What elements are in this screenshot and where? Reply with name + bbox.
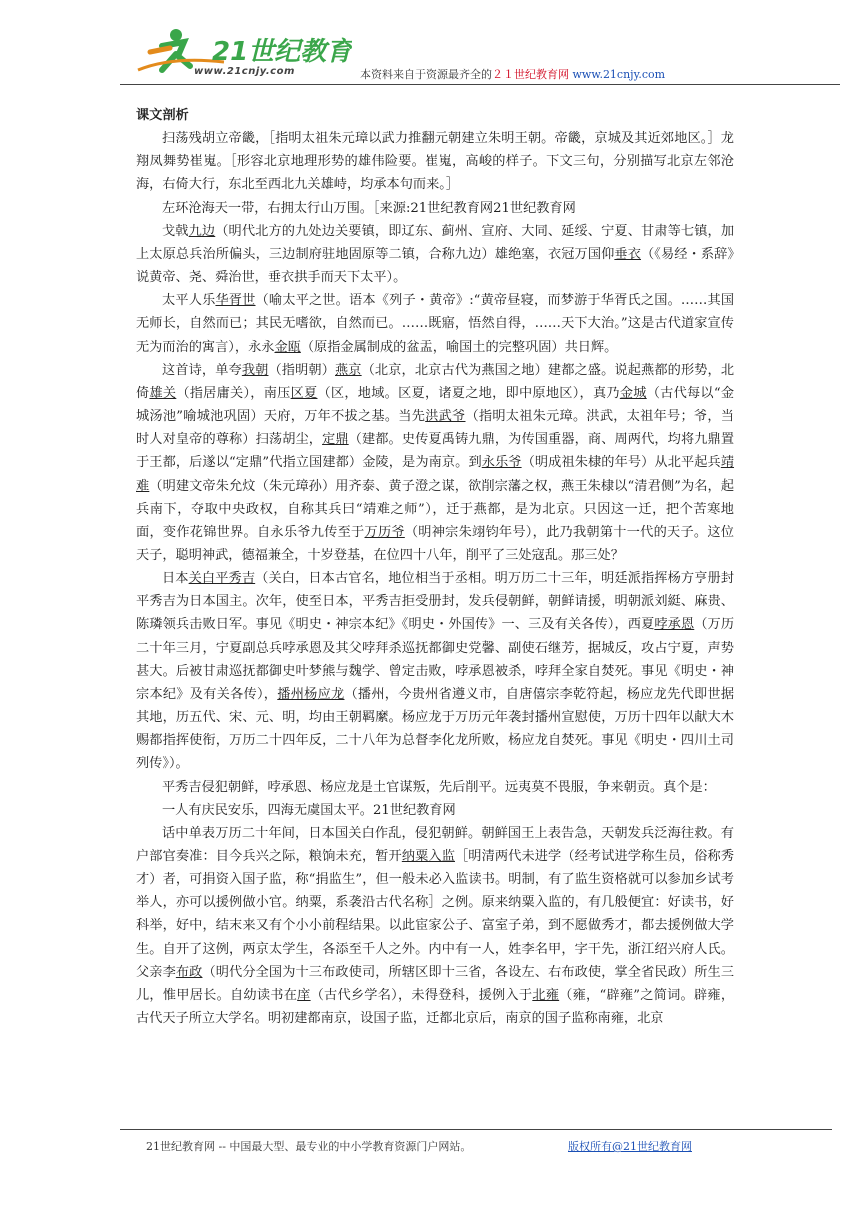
logo-url: www.21cnjy.com (194, 66, 295, 77)
page-header (120, 26, 840, 88)
paragraph: 这首诗，单夸我朝（指明朝）燕京（北京，北京古代为燕国之地）建都之盛。说起燕都的形势，北倚雄关（指居庸关），南压区夏（区，地域。区夏，诸夏之地，即中原地区），真乃金城（古代每以“金城汤池”喻城池巩固）天府，万年不拔之基。当先洪武爷（指明太祖朱元璋。洪武，太祖年号；爷，当时人对皇帝的尊称）扫荡胡尘，定鼎（建都。史传夏禹铸九鼎，为传国重器，商、周两代，均将九鼎置于王都，后遂以“定鼎”代指立国建都）金陵，是为南京。到永乐爷（明成祖朱棣的年号）从北平起兵靖难（明建文帝朱允炆（朱元璋孙）用齐泰、黄子澄之谋，欲削宗藩之权，燕王朱棣以“清君侧”为名，起兵南下，夺取中央政权，自称其兵曰“靖难之师”），迁于燕都，是为北京。只因这一迁，把个苦寒地面，变作花锦世界。自永乐爷九传至于万历爷（明神宗朱翊钧年号），此乃我朝第十一代的天子。这位天子，聪明神武，德福兼全，十岁登基，在位四十八年，削平了三处寇乱。那三处？ (136, 362, 735, 563)
paragraph: 戈戟九边（明代北方的九处边关要镇，即辽东、蓟州、宣府、大同、延绥、宁夏、甘肃等七镇，加上太原总兵治所偏头，三边制府驻地固原等二镇，合称九边）雄绝塞，衣冠万国仰垂衣（《易经・系辞》说黄帝、尧、舜治世，垂衣拱手而天下太平）。 (136, 223, 735, 286)
paragraph: 太平人乐华胥世（喻太平之世。语本《列子・黄帝》:“黄帝昼寝，而梦游于华胥氏之国。……其国无师长，自然而已；其民无嗜欲，自然而已。……既寤，悟然自得，……天下大治。”这是古代道家宣传无为而治的寓言），永永金瓯（原指金属制成的盆盂，喻国土的完整巩固）共日辉。 (136, 293, 735, 355)
paragraph: 话中单表万历二十年间，日本国关白作乱，侵犯朝鲜。朝鲜国王上表告急，天朝发兵泛海往救。有户部官奏准：目今兵兴之际，粮饷未充，暂开纳粟入监［明清两代未进学（经考试进学称生员，俗称秀才）者，可捐资入国子监，称“捐监生”，但一般未必入监读书。明制，有了监生资格就可以参加乡试考举人，亦可以援例做小官。纳粟，系袭沿古代名称］之例。原来纳粟入监的，有几般便宜：好读书，好科举，好中，结末来又有个小小前程结果。以此宦家公子、富室子弟，到不愿做秀才，都去援例做大学生。自开了这例，两京太学生，各添至千人之外。内中有一人，姓李名甲，字干先，浙江绍兴府人氏。父亲李布政（明代分全国为十三布政使司，所辖区即十三省，各设左、右布政使，掌全省民政）所生三儿，惟甲居长。自幼读书在庠（古代乡学名），未得登科，援例入于北雍（雍，“辟雍”之简词。辟雍，古代天子所立大学名。明初建都南京，设国子监，迁都北京后，南京的国子监称南雍，北京 (136, 825, 735, 1027)
tagline-prefix: 本资料来自于资源最齐全的 (360, 68, 492, 81)
paragraph: 扫荡残胡立帝畿，［指明太祖朱元璋以武力推翻元朝建立朱明王朝。帝畿，京城及其近郊地区。］龙翔凤舞势崔嵬。［形容北京地理形势的雄伟险要。崔嵬，高峻的样子。下文三句，分别描写北京左邻沧海，右倚大行，东北至西北九关雄峙，均承本句而来。］ (136, 131, 734, 193)
paragraph: 左环沧海天一带，右拥太行山万围。［来源:21世纪教育网21世纪教育网 (162, 200, 576, 216)
paragraph: 日本关白平秀吉（关白，日本古官名，地位相当于丞相。明万历二十三年，明廷派指挥杨方亨册封平秀吉为日本国主。次年，使至日本，平秀吉拒受册封，发兵侵朝鲜，朝鲜请援，明朝派刘綎、麻贵、陈璘领兵击败日军。事见《明史・神宗本纪》《明史・外国传》一、三及有关各传），西夏哱承恩（万历二十年三月，宁夏副总兵哱承恩及其父哱拜杀巡抚都御史党馨、副使石继芳，据城反，攻占宁夏，声势甚大。后被甘肃巡抚都御史叶梦熊与魏学、曾定击败，哱承恩被杀，哱拜全家自焚死。事见《明史・神宗本纪》及有关各传），播州杨应龙（播州，今贵州省遵义市，自唐僖宗李乾符起，杨应龙先代即世据其地，历五代、宋、元、明，均由王朝羁縻。杨应龙于万历元年袭封播州宣慰使，万历十四年以献大木赐都指挥使衔，万历二十四年反，二十八年为总督李化龙所败，杨应龙自焚死。事见《明史・四川土司列传》）。 (136, 571, 735, 772)
paragraph: 平秀吉侵犯朝鲜，哱承恩、杨应龙是土官谋叛，先后削平。远夷莫不畏服，争来朝贡。真个是： (162, 779, 716, 795)
footer-divider (120, 1129, 832, 1130)
site-logo[interactable] (132, 26, 352, 82)
svg-text:21世纪教育: 21世纪教育 (212, 37, 352, 67)
paragraph: 一人有庆民安乐，四海无虞国太平。21世纪教育网 (162, 802, 456, 818)
copyright-link[interactable]: 版权所有@21世纪教育网 (568, 1140, 692, 1153)
header-tagline (360, 66, 665, 82)
tagline-url[interactable]: www.21cnjy.com (572, 68, 666, 81)
tagline-brand[interactable]: ２１世纪教育网 (492, 68, 569, 81)
header-divider (120, 84, 840, 85)
section-title: 课文剖析 (136, 108, 189, 123)
document-body (136, 104, 734, 1030)
footer-text: 21世纪教育网 -- 中国最大型、最专业的中小学教育资源门户网站。 (146, 1140, 472, 1153)
